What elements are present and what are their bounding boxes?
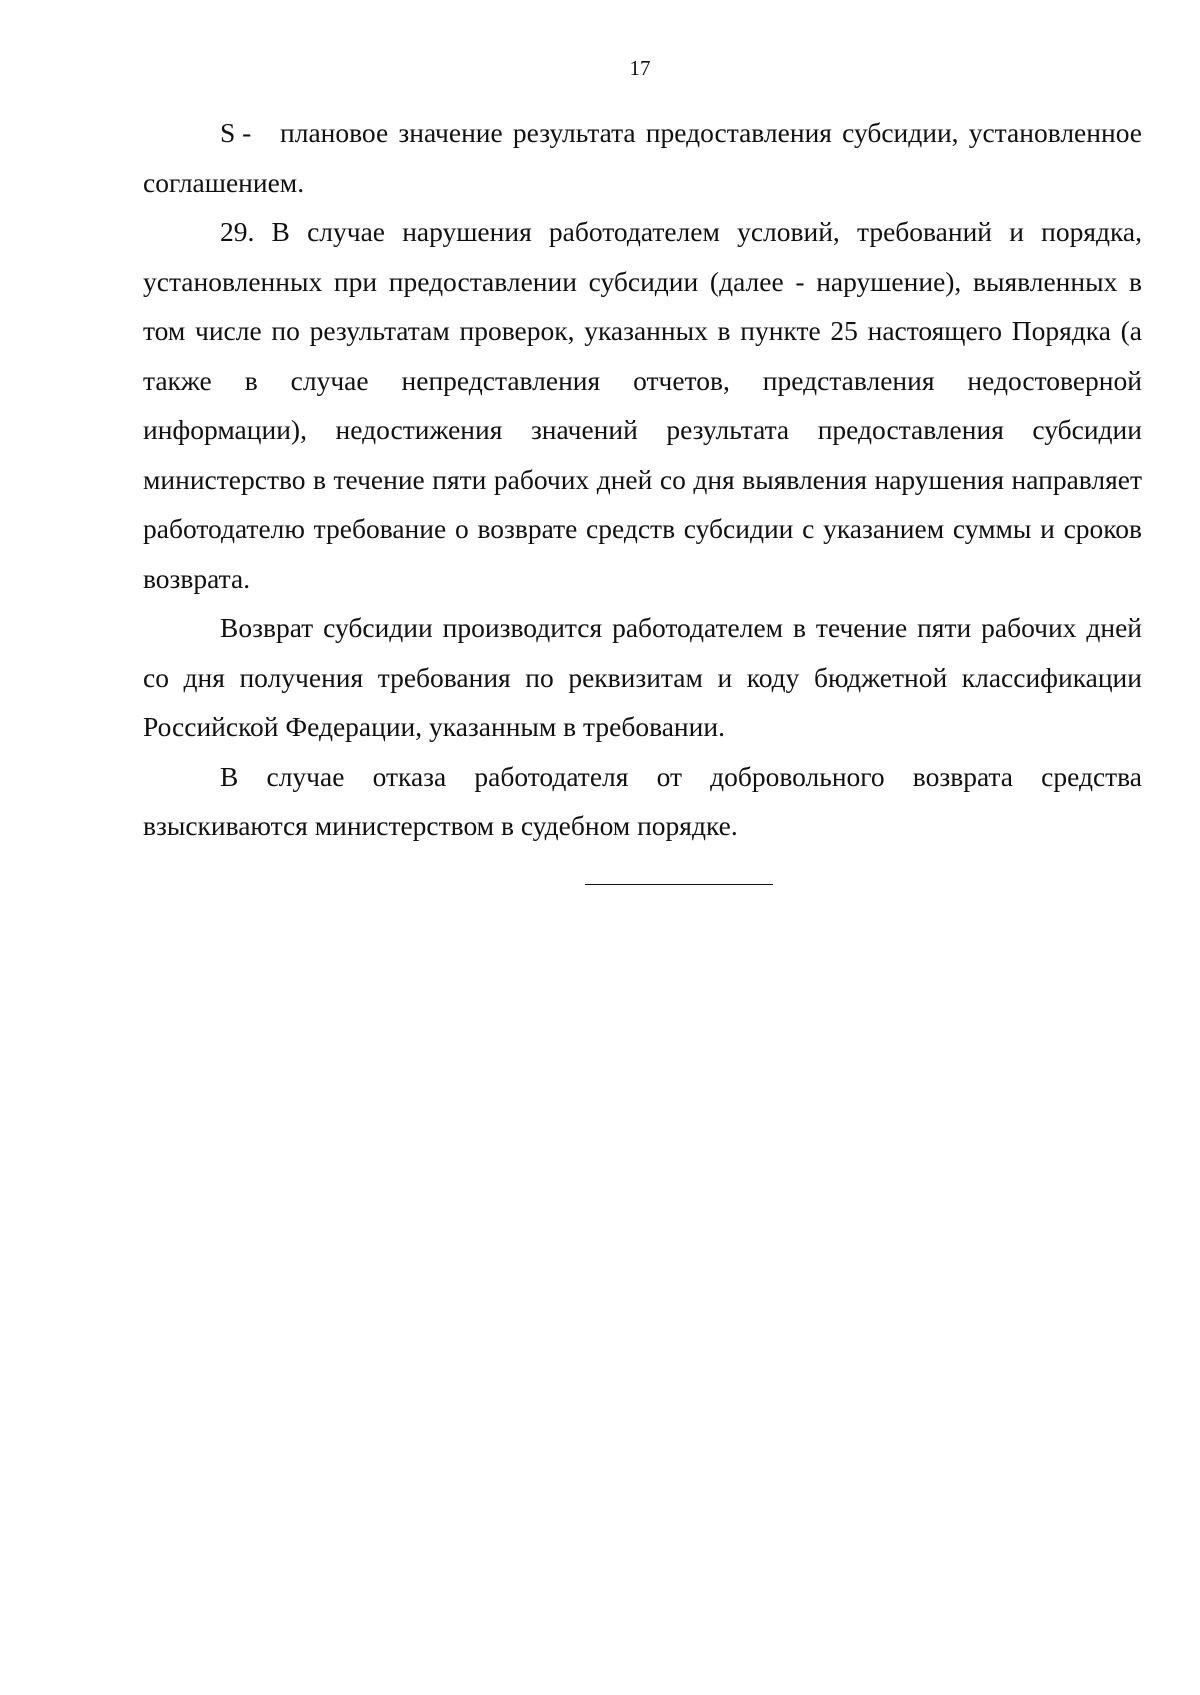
variable-definition: плановое значение результата предоставления субсидии, установленное соглашением. bbox=[143, 117, 1142, 198]
variable-symbol: S - bbox=[220, 117, 252, 148]
page-number: 17 bbox=[629, 56, 651, 80]
paragraph-clause-29: 29. В случае нарушения работодателем условий, требований и порядка, установленных при предоставлении субсидии (далее - нарушение), выявленных в том числе по результатам проверок, указанных в пункте 25 настоящего Порядка (а также в случае непредставления отчетов, представления недостоверной информации), недостижения значений результата предоставления субсидии министерство в течение пяти рабочих дней со дня выявления нарушения направляет работодателю требование о возврате средств субсидии с указанием суммы и сроков возврата. bbox=[143, 216, 1142, 594]
paragraph-refund-procedure: Возврат субсидии производится работодателем в течение пяти рабочих дней со дня получения требования по реквизитам и коду бюджетной классификации Российской Федерации, указанным в требовании. bbox=[143, 612, 1142, 742]
closing-divider-line bbox=[585, 884, 773, 885]
document-body bbox=[143, 108, 1142, 851]
definition-paragraph bbox=[143, 108, 1142, 207]
paragraph-refusal-case: В случае отказа работодателя от добровольного возврата средства взыскиваются министерством в судебном порядке. bbox=[143, 760, 1142, 841]
